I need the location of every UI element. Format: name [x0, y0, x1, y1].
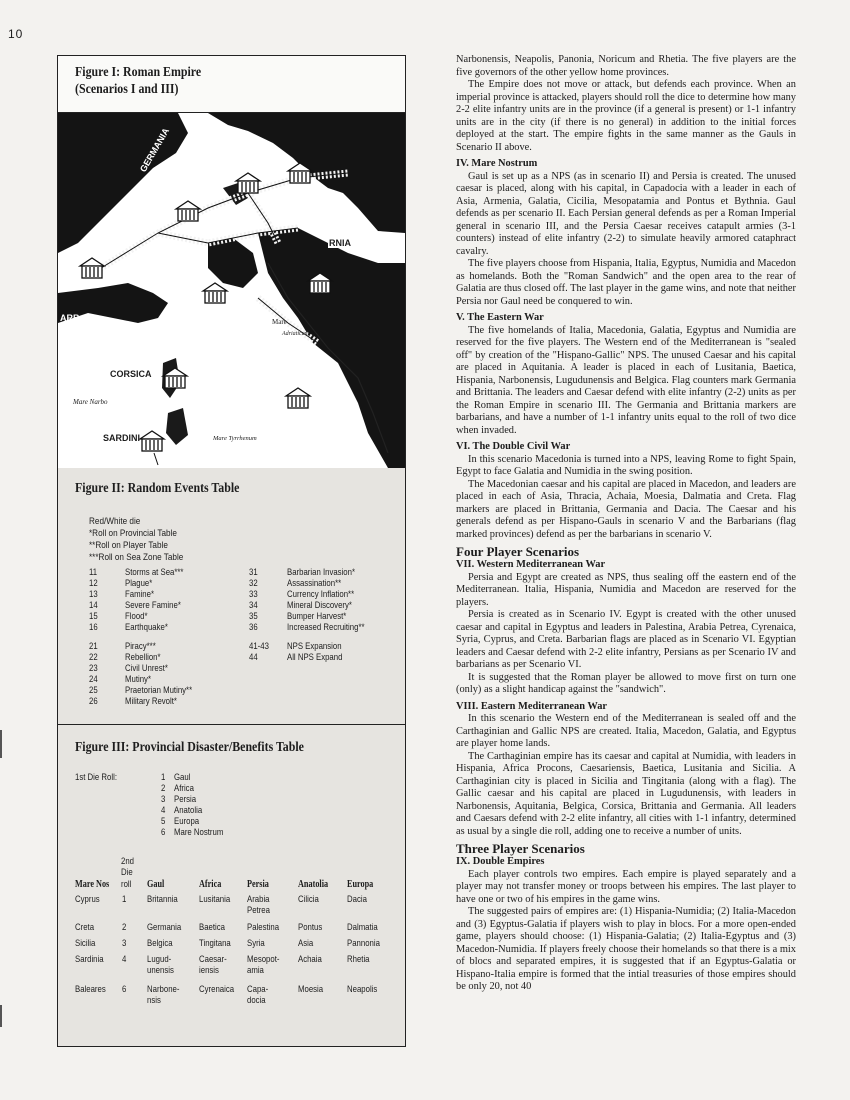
major-heading: Four Player Scenarios: [456, 544, 580, 559]
table-cell: docia: [247, 995, 266, 1006]
table-cell: Arabia: [247, 894, 270, 905]
event-name: Currency Inflation**: [287, 589, 355, 600]
event-name: Barbarian Invasion*: [287, 567, 355, 578]
event-name: NPS Expansion: [287, 641, 342, 652]
table-cell: Moesia: [298, 984, 324, 995]
die-note: *Roll on Provincial Table: [89, 528, 177, 539]
first-die-region: Anatolia: [174, 805, 203, 816]
table-cell: Rhetia: [347, 954, 370, 965]
event-name: Severe Famine*: [125, 600, 181, 611]
table-cell: Dalmatia: [347, 922, 378, 933]
map-label-adriaticum: Adriaticum: [282, 331, 309, 337]
event-roll: 22: [89, 652, 98, 663]
paragraph: The five players choose from Hispania, Italia, Egyptus, Numidia and Macedon as homelands. Both the "Roman Sandwich" and the open area to the rear of Galatia are thus closed off. The last player in the game wins, and note that neither Persia nor Gaul need be conquered to win.: [456, 258, 796, 307]
first-die-num: 4: [161, 805, 166, 816]
table-cell: Caesar-: [199, 954, 227, 965]
paragraph: In this scenario the Western end of the Mediterranean is sealed off and the Carthaginian and Gallic NPS are created. Italia, Macedon, Galatia, and Egyptus are player home lands.: [456, 713, 796, 749]
map-drawing: [58, 113, 405, 468]
event-roll: 11: [89, 567, 98, 578]
binding-mark: [0, 730, 2, 758]
event-roll: 41-43: [249, 641, 269, 652]
event-name: Assassination**: [287, 578, 342, 589]
event-name: Praetorian Mutiny**: [125, 685, 193, 696]
section-heading: V. The Eastern War: [456, 312, 544, 323]
paragraph: Gaul is set up as a NPS (as in scenario II) and Persia is created. The unused caesar is placed, along with his capital, in Capadocia with a leader in each of Asia, Armenia, Galatia, Cicilia, Mesopatamia and Pontus et Bythnia. Gaul defends as per scenario II. Each Persian general defends as per a Roman Imperial general in scenario III, and the Persia Caesar receives catapult armies (3-1 counters) instead of elite infantry (2-2) to simulate heavily armored cataphract cavalry.: [456, 170, 796, 257]
first-die-label: 1st Die Roll:: [75, 772, 117, 783]
paragraph: In this scenario Macedonia is turned into a NPS, leaving Rome to fight Spain, Egypt to face Galatia and Numidia in the swing position.: [456, 453, 796, 477]
event-roll: 15: [89, 611, 98, 622]
first-die-region: Persia: [174, 794, 197, 805]
col-header: Gaul: [147, 879, 165, 890]
first-die-num: 6: [161, 827, 166, 838]
table-cell: Lusitania: [199, 894, 231, 905]
die-note: ***Roll on Sea Zone Table: [89, 552, 184, 563]
event-roll: 33: [249, 589, 258, 600]
event-name: Piracy***: [125, 641, 156, 652]
table-cell: Lugud-: [147, 954, 172, 965]
table-cell: Mesopot-: [247, 954, 280, 965]
event-name: Earthquake*: [125, 622, 168, 633]
col-header: Anatolia: [298, 879, 329, 890]
map-label-arb: ARB: [60, 313, 80, 323]
table-cell: Pannonia: [347, 938, 380, 949]
table-cell: Petrea: [247, 905, 270, 916]
page-number: 10: [8, 27, 24, 41]
table-cell: Syria: [247, 938, 265, 949]
first-die-num: 5: [161, 816, 166, 827]
table-cell: Baetica: [199, 922, 225, 933]
major-heading: Three Player Scenarios: [456, 841, 585, 856]
event-roll: 21: [89, 641, 98, 652]
event-roll: 26: [89, 696, 98, 707]
table-cell: Cyrenaica: [199, 984, 235, 995]
die-note: **Roll on Player Table: [89, 540, 168, 551]
col-header: Africa: [199, 879, 222, 890]
figure3-title: Figure III: Provincial Disaster/Benefits Table: [75, 740, 304, 755]
event-roll: 23: [89, 663, 98, 674]
map-label-germania: GERMANIA: [137, 126, 172, 174]
event-roll: 32: [249, 578, 258, 589]
die2-header: Die: [121, 867, 133, 878]
table-cell: amia: [247, 965, 264, 976]
table-cell: Pontus: [298, 922, 323, 933]
table-cell: iensis: [199, 965, 219, 976]
table-cell: 2: [122, 922, 127, 933]
section-heading: VII. Western Mediterranean War: [456, 559, 606, 570]
paragraph: It is suggested that the Roman player be allowed to move first on turn one (only) as a slight handicap against the "sandwich".: [456, 671, 796, 695]
figure2-title: Figure II: Random Events Table: [75, 481, 240, 496]
event-name: Bumper Harvest*: [287, 611, 347, 622]
col-header: Europa: [347, 879, 374, 890]
event-roll: 25: [89, 685, 98, 696]
event-name: Mineral Discovery*: [287, 600, 352, 611]
event-name: Mutiny*: [125, 674, 151, 685]
die-notes: [89, 516, 183, 564]
table-cell: Baleares: [75, 984, 106, 995]
table-cell: Dacia: [347, 894, 367, 905]
section-heading: VI. The Double Civil War: [456, 441, 571, 452]
table-cell: Tingitana: [199, 938, 231, 949]
section-heading: VIII. Eastern Mediterranean War: [456, 700, 608, 712]
table-cell: Germania: [147, 922, 182, 933]
event-roll: 35: [249, 611, 258, 622]
table-cell: Narbone-: [147, 984, 180, 995]
first-die-region: Gaul: [174, 772, 191, 783]
binding-mark: [0, 1005, 2, 1027]
section-heading: IV. Mare Nostrum: [456, 158, 538, 169]
table-cell: Cilicia: [298, 894, 319, 905]
section-heading: IX. Double Empires: [456, 856, 545, 867]
table-cell: Cyprus: [75, 894, 100, 905]
figure1-title: [75, 64, 223, 98]
event-roll: 13: [89, 589, 98, 600]
event-roll: 24: [89, 674, 98, 685]
first-die-region: Europa: [174, 816, 200, 827]
figure2-random-events: [58, 468, 405, 724]
table-cell: 1: [122, 894, 127, 905]
table-cell: Belgica: [147, 938, 173, 949]
col-header: Persia: [247, 879, 269, 890]
paragraph: Narbonensis, Neapolis, Panonia, Noricum and Rhetia. The five players are the five governors of the other yellow home provinces.: [456, 54, 796, 78]
map-label-sardinia: SARDINI: [103, 433, 141, 443]
paragraph: The five homelands of Italia, Macedonia, Galatia, Egyptus and Numidia are reserved for the five players. The Western end of the Mediterranean is "sealed off" by creation of the "Hispano-Gallic" NPS. The unused Caesar and his capital are placed in Aquitania. A leader is placed in each of Lusitania, Baetica, Hispania, Narbonensis, Lugudunensis and Belgica. Flag counters mark Germania and Brittania. The leaders and Caesar defend with elite infantry (2-2) units as per the Roman Empire in scenario III. The Germania and Brittania markers are barbarians, and have a number of 1-1 infantry units equal to the roll of two dice when invaded.: [456, 324, 796, 436]
event-roll: 34: [249, 600, 258, 611]
event-roll: 44: [249, 652, 258, 663]
event-name: Plague*: [125, 578, 153, 589]
map-label-mare-tyrrhenum: Mare Tyrrhenum: [213, 435, 257, 442]
paragraph: The Carthaginian empire has its caesar and capital at Numidia, with leaders in Hispania, Africa Procons, Caesariensis, Baetica, Lusitania and Sicilia. A Carthaginian city is placed in Sicilia and Tingitania (along with a flag). The Gallic caesar and his capital are placed in Lugudunensis, with leaders in Narbonensis, Aquitania, Belgica, Corsica, Brittania and Germania. All leaders and Caesars defend with 2-2 elite infantry, all cities with 1-1 infantry, determined as usual by a single die roll, adding one to receive a number of units.: [456, 750, 796, 837]
map-label-mare-narbo: Mare Narbo: [73, 398, 108, 406]
paragraph: The Empire does not move or attack, but defends each province. When an imperial province is attacked, players should roll the dice to determine how many 2-2 elite infantry units are in the province (if a general is present) or 1-1 infantry units are in the city (if there is no general) in addition to the initial forces deployed at the start. The empire fights in the same manner as the Gauls in Scenario II above.: [456, 79, 796, 153]
table-cell: nsis: [147, 995, 161, 1006]
table-cell: 6: [122, 984, 127, 995]
table-cell: Sardinia: [75, 954, 104, 965]
figure3-provincial-table: [58, 725, 405, 1046]
table-cell: Sicilia: [75, 938, 96, 949]
paragraph: The Macedonian caesar and his capital are placed in Macedon, and leaders are placed in each of Asia, Thracia, Achaia, Moesia, Dalmatia and Creta. Flag markers are placed in Brittania, Germania and Dacia. The Caesar and his generals defend as per Hispano-Gauls in scenario V and the Barbarians (flag marked provinces) defend as per the barbarians in scenario V.: [456, 478, 796, 540]
table-cell: Capa-: [247, 984, 269, 995]
event-roll: 14: [89, 600, 98, 611]
event-name: All NPS Expand: [287, 652, 343, 663]
event-roll: 12: [89, 578, 98, 589]
die2-header: 2nd: [121, 856, 135, 867]
col-header: Mare Nos: [75, 879, 110, 890]
event-name: Famine*: [125, 589, 155, 600]
table-cell: Neapolis: [347, 984, 378, 995]
event-roll: 31: [249, 567, 258, 578]
figure1-title-line1: Figure I: Roman Empire: [75, 65, 202, 80]
first-die-num: 3: [161, 794, 166, 805]
first-die-region: Mare Nostrum: [174, 827, 224, 838]
figures-sidebar: [57, 55, 406, 1047]
paragraph: Persia and Egypt are created as NPS, thus sealing off the eastern end of the Mediterranean. Italia, Hispania, Numidia and Macedon are reserved for the players.: [456, 571, 796, 608]
map-label-rnia: RNIA: [329, 238, 351, 248]
table-cell: Asia: [298, 938, 314, 949]
event-name: Military Revolt*: [125, 696, 177, 707]
map-label-corsica: CORSICA: [110, 369, 152, 379]
event-roll: 16: [89, 622, 98, 633]
figure1-title-line2: (Scenarios I and III): [75, 82, 179, 97]
paragraph: The suggested pairs of empires are: (1) Hispania-Numidia; (2) Italia-Macedon and (3) Egyptus-Galatia if players wish to play in blocs. For a more open-ended game, players should choose: (1) Hispania-Galatia; (2) Italia-Egyptus and (3) Macedon-Numidia. If players freely choose their homelands so that there is a mix of blocs and separated empires, it is suggested that if an Egyptus-Galatia or Hispano-Italia empire is formed that the intial treasuries of those empires should be only 20, not 40: [456, 906, 796, 992]
body-text-column: [456, 54, 796, 994]
roman-empire-map: [58, 112, 405, 469]
event-name: Increased Recruiting**: [287, 622, 365, 633]
col-header: roll: [121, 879, 132, 890]
paragraph: Persia is created as in Scenario IV. Egypt is created with the other unused caesar and capital in Egyptus and leaders in Palestina, Arabia Petrea, Cyrenaica, Syria, Cyprus, and Creta. Barbarian flags are placed as in Scenario VI. Egyptian leaders and Caesar defend with 2-2 elite infantry, Persians as per Scenario IV and barbarians as per Scenario VI.: [456, 609, 796, 670]
table-cell: 3: [122, 938, 127, 949]
first-die-region: Africa: [174, 783, 194, 794]
event-name: Rebellion*: [125, 652, 161, 663]
table-cell: Britannia: [147, 894, 178, 905]
table-cell: 4: [122, 954, 127, 965]
event-roll: 36: [249, 622, 258, 633]
paragraph: Each player controls two empires. Each empire is played separately and a player may not transfer money or troops between his empires. The last player to have one or two of his empires in the game wins.: [456, 868, 796, 905]
table-cell: Palestina: [247, 922, 280, 933]
event-name: Storms at Sea***: [125, 567, 184, 578]
map-label-mare: Mare: [272, 318, 287, 326]
die-note: Red/White die: [89, 516, 141, 527]
first-die-num: 1: [161, 772, 166, 783]
table-cell: Creta: [75, 922, 95, 933]
event-name: Flood*: [125, 611, 148, 622]
table-cell: unensis: [147, 965, 174, 976]
first-die-num: 2: [161, 783, 166, 794]
table-cell: Achaia: [298, 954, 322, 965]
event-name: Civil Unrest*: [125, 663, 168, 674]
